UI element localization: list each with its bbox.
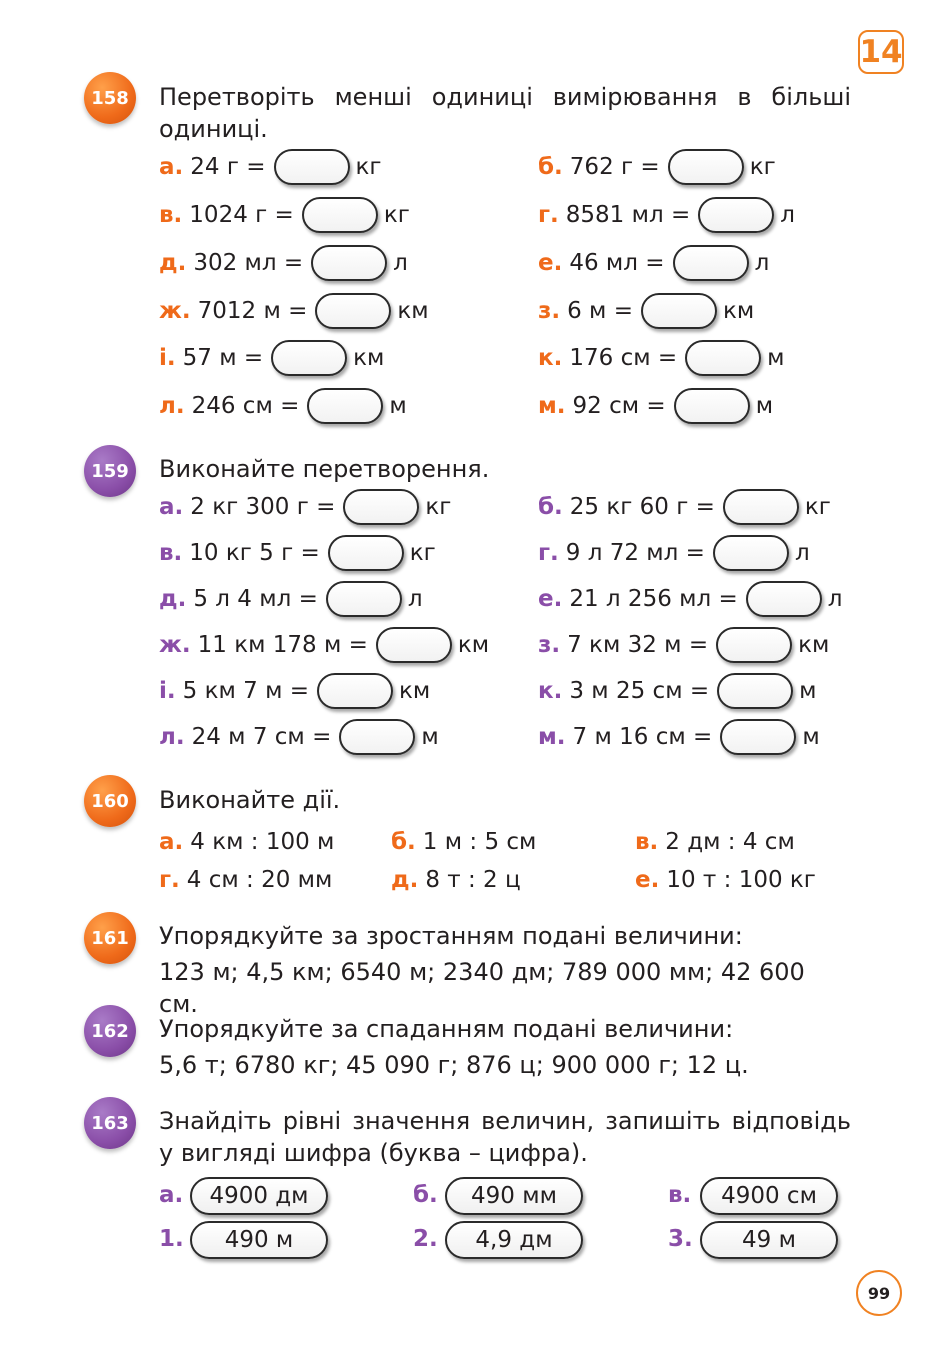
item-unit: км [457,632,490,658]
task-159-item-k [538,671,816,711]
item-label: а. [159,494,184,520]
task-158-item-h [538,195,795,235]
item-expr: 24 г = [190,154,266,180]
item-unit: м [389,393,407,419]
pill-label: в. [668,1182,692,1208]
item-expr: 8 т : 2 ц [425,867,521,893]
item-expr: 10 кг 5 г = [189,540,320,566]
task-162-badge: 162 [84,1005,136,1057]
task-161-text: Упорядкуйте за зростанням подані величини: [159,922,743,950]
task-158-item-zh [159,291,429,331]
item-label: е. [538,250,563,276]
item-label: б. [391,829,416,855]
task-158-item-z [538,291,754,331]
item-unit: л [407,586,423,612]
item-unit: км [798,632,830,658]
task-158-item-m [538,386,773,426]
item-label: е. [538,586,563,612]
task-159-item-b [538,487,831,527]
item-unit: кг [425,494,452,520]
item-unit: л [827,586,843,612]
item-label: л. [159,724,185,750]
item-label: в. [159,202,183,228]
task-158-item-b [538,147,776,187]
item-expr: 762 г = [569,154,660,180]
item-expr: 302 мл = [193,250,304,276]
task-158-item-l [159,386,407,426]
item-label: в. [635,829,659,855]
item-expr: 57 м = [182,345,264,371]
item-label: ж. [159,298,191,324]
item-unit: м [802,724,820,750]
task-161-values: 123 м; 4,5 км; 6540 м; 2340 дм; 789 000 мм; 42 600 см. [159,958,805,1018]
value-pill: 490 мм [445,1177,583,1215]
answer-box[interactable] [674,388,750,424]
answer-box[interactable] [317,673,393,709]
task-163-text: Знайдіть рівні значення величин, запишіть відповідь [159,1107,851,1135]
item-unit: л [794,540,810,566]
item-unit: км [353,345,385,371]
item-label: д. [159,586,187,612]
item-label: к. [538,678,563,704]
task-159-item-m [538,717,820,757]
item-expr: 5 л 4 мл = [193,586,318,612]
item-label: в. [159,540,183,566]
item-expr: 24 м 7 см = [191,724,332,750]
item-label: е. [635,867,660,893]
task-159-item-e [538,579,842,619]
item-label: м. [538,393,566,419]
task-159-text: Виконайте перетворення. [159,455,490,483]
answer-box[interactable] [326,581,402,617]
task-159-item-a [159,487,451,527]
item-label: і. [159,345,176,371]
item-expr: 1024 г = [189,202,294,228]
task-162-values: 5,6 т; 6780 кг; 45 090 г; 876 ц; 900 000 г; 12 ц. [159,1051,749,1079]
item-label: а. [159,829,184,855]
item-label: д. [159,250,187,276]
answer-box[interactable] [668,149,744,185]
task-160-item-b [391,822,536,862]
task-163-text-cont: у вигляді шифра (буква – цифра). [159,1139,588,1167]
item-label: а. [159,154,184,180]
item-expr: 5 км 7 м = [182,678,310,704]
item-expr: 2 кг 300 г = [190,494,336,520]
item-unit: л [754,250,770,276]
task-160-item-h [159,860,332,900]
answer-box[interactable] [274,149,350,185]
item-expr: 25 кг 60 г = [569,494,715,520]
pill-label: б. [413,1182,438,1208]
task-160-badge: 160 [84,775,136,827]
item-label: з. [538,298,561,324]
value-pill: 49 м [700,1221,838,1259]
item-expr: 21 л 256 мл = [569,586,738,612]
task-159-item-zh [159,625,489,665]
value-pill: 490 м [190,1221,328,1259]
item-label: г. [538,540,559,566]
item-label: л. [159,393,185,419]
item-label: м. [538,724,566,750]
task-162-text: Упорядкуйте за спаданням подані величини: [159,1015,734,1043]
task-159-item-d [159,579,423,619]
item-unit: кг [749,154,776,180]
task-158-badge: 158 [84,72,136,124]
item-label: г. [538,202,559,228]
answer-box[interactable] [376,627,452,663]
answer-box[interactable] [723,489,799,525]
item-unit: кг [804,494,831,520]
answer-box[interactable] [311,245,387,281]
task-158-item-i [159,338,384,378]
pill-label: 1. [159,1226,184,1252]
item-label: б. [538,154,563,180]
answer-box[interactable] [307,388,383,424]
task-160-item-d [391,860,521,900]
task-158-text-cont: одиниці. [159,115,268,143]
item-label: з. [538,632,561,658]
item-label: г. [159,867,180,893]
task-159-item-i [159,671,430,711]
item-expr: 176 см = [569,345,678,371]
item-label: д. [391,867,419,893]
task-159-item-v [159,533,436,573]
task-159-item-z [538,625,829,665]
answer-box[interactable] [328,535,404,571]
item-label: б. [538,494,563,520]
item-expr: 7 м 16 см = [572,724,713,750]
item-unit: км [397,298,429,324]
item-expr: 246 см = [191,393,300,419]
value-pill: 4900 дм [190,1177,328,1215]
item-unit: кг [383,202,410,228]
item-unit: л [780,202,795,228]
pill-label: 3. [668,1226,693,1252]
item-expr: 46 мл = [569,250,665,276]
answer-box[interactable] [271,340,347,376]
item-label: і. [159,678,176,704]
answer-box[interactable] [302,197,378,233]
item-expr: 92 см = [572,393,666,419]
item-expr: 8581 мл = [565,202,691,228]
item-expr: 7012 м = [197,298,308,324]
task-160-text: Виконайте дії. [159,786,341,814]
chapter-number: 14 [858,30,904,74]
item-expr: 4 см : 20 мм [186,867,333,893]
answer-box[interactable] [746,581,822,617]
item-unit: кг [409,540,436,566]
answer-box[interactable] [315,293,391,329]
item-label: ж. [159,632,191,658]
answer-box[interactable] [685,340,761,376]
item-unit: л [393,250,408,276]
item-expr: 3 м 25 см = [569,678,710,704]
task-158-item-k [538,338,785,378]
item-unit: км [399,678,431,704]
answer-box[interactable] [343,489,419,525]
task-160-item-v [635,822,795,862]
item-unit: м [755,393,774,419]
item-unit: кг [355,154,382,180]
value-pill: 4,9 дм [445,1221,583,1259]
task-163-badge: 163 [84,1097,136,1149]
item-unit: км [723,298,755,324]
answer-box[interactable] [339,719,415,755]
answer-box[interactable] [673,245,749,281]
task-160-item-a [159,822,334,862]
task-159-badge: 159 [84,445,136,497]
task-158-item-e [538,243,769,283]
answer-box[interactable] [713,535,789,571]
task-158-text: Перетворіть менші одиниці вимірювання в більші [159,83,851,111]
task-158-item-d [159,243,408,283]
pill-label: а. [159,1182,184,1208]
item-expr: 10 т : 100 кг [666,867,816,893]
item-expr: 2 дм : 4 см [665,829,795,855]
pill-label: 2. [413,1226,438,1252]
task-160-item-e [635,860,816,900]
item-expr: 6 м = [567,298,633,324]
answer-box[interactable] [720,719,796,755]
page-number: 99 [856,1270,902,1316]
item-label: к. [538,345,563,371]
item-expr: 4 км : 100 м [190,829,335,855]
item-unit: м [421,724,439,750]
task-159-item-h [538,533,810,573]
answer-box[interactable] [717,673,793,709]
item-unit: м [767,345,785,371]
task-158-item-v [159,195,410,235]
task-159-item-l [159,717,439,757]
item-unit: м [799,678,817,704]
value-pill: 4900 см [700,1177,838,1215]
item-expr: 1 м : 5 см [422,829,537,855]
answer-box[interactable] [698,197,774,233]
item-expr: 11 км 178 м = [197,632,368,658]
answer-box[interactable] [716,627,792,663]
task-158-item-a [159,147,382,187]
answer-box[interactable] [641,293,717,329]
item-expr: 9 л 72 мл = [565,540,705,566]
item-expr: 7 км 32 м = [567,632,709,658]
task-161-badge: 161 [84,912,136,964]
